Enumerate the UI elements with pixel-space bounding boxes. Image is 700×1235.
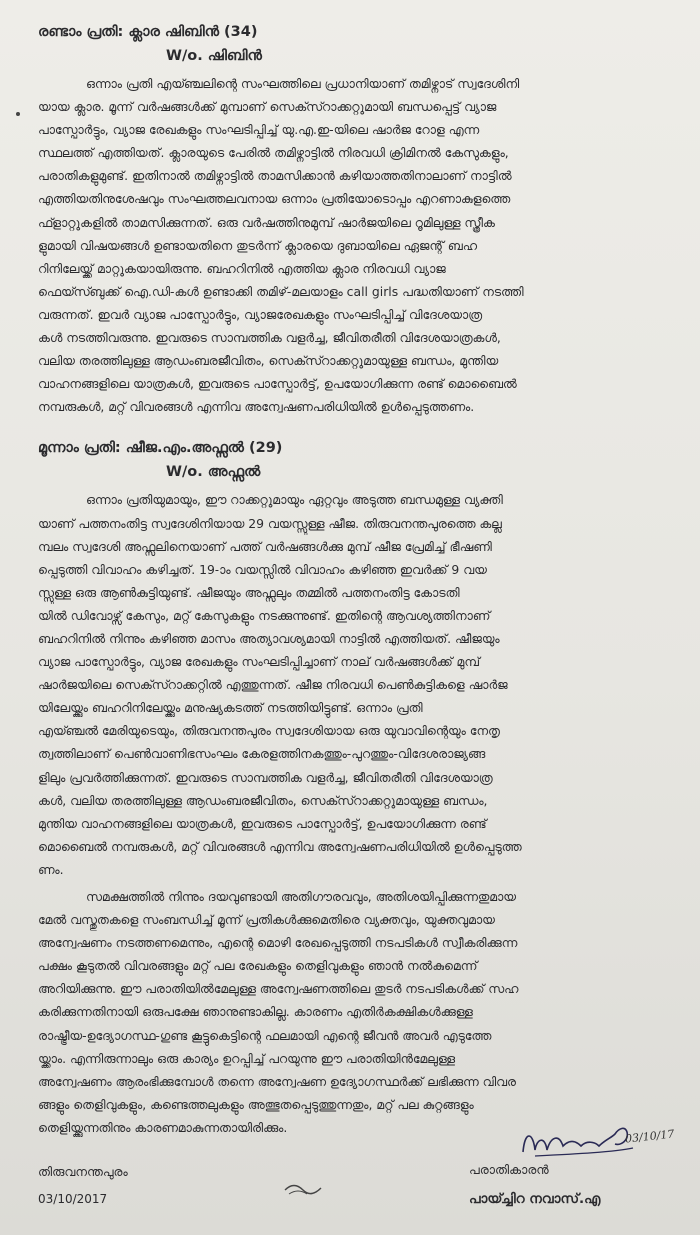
text-line: യ്ക്കാം. എന്നിരുന്നാലും ഒരു കാര്യം ഉറപ്പിച്ച് പറയുന്നു ഈ പരാതിയിൻമേലുള്ള xyxy=(38,1050,455,1066)
text-line: എത്തിയതിനുശേഷവും സംഘത്തലവനായ ഒന്നാം പ്രതിയോടൊപ്പം എറണാകുളത്തെ xyxy=(38,191,511,207)
text-line: യിലേയ്ക്കും ബഹറിനിലേയ്ക്കും മനുഷ്യകടത്ത് നടത്തിയിട്ടുണ്ട്. ഒന്നാം പ്രതി xyxy=(38,700,423,716)
text-line: മേൽ വസ്തുതകളെ സംബന്ധിച്ച് മൂന്ന് പ്രതികൾക്കുമെതിരെ വ്യക്തവും, യുക്തവുമായ xyxy=(38,912,495,928)
text-line: തെളിയ്ക്കുന്നതിനും കാരണമാകുന്നതായിരിക്കും. xyxy=(38,1119,288,1135)
text-line: കൾ നടത്തിവരുന്നു. ഇവരുടെ സാമ്പത്തിക വളർച്ച, ജീവിതരീതി വിദേശയാത്രകൾ, xyxy=(38,330,501,346)
section3-paragraph xyxy=(38,488,660,881)
letter-date: 03/10/2017 xyxy=(38,1192,108,1206)
section3-heading: മൂന്നാം പ്രതി: ഷീജ.എം.അഫ്സൽ (29) xyxy=(38,440,283,457)
text-line: സ്ഥലത്ത് എത്തിയത്. ക്ലാരയുടെ പേരിൽ തമിഴ്നാട്ടിൽ നിരവധി ക്രിമിനൽ കേസുകളും, xyxy=(38,145,509,161)
text-line: ളിലും പ്രവർത്തിക്കുന്നത്. ഇവരുടെ സാമ്പത്തിക വളർച്ച, ജീവിതരീതി വിദേശയാത്ര xyxy=(38,769,493,785)
text-line: പ്പെടുത്തി വിവാഹം കഴിച്ചത്. 19-ാം വയസ്സിൽ വിവാഹം കഴിഞ്ഞ ഇവർക്ക് 9 വയ xyxy=(38,561,487,577)
text-line: ണം. xyxy=(38,861,64,877)
text-line: മുന്തിയ വാഹനങ്ങളിലെ യാത്രകൾ, ഇവരുടെ പാസ്പോർട്ട്, ഉപയോഗിക്കുന്ന രണ്ട് xyxy=(38,815,487,831)
text-line: വരുന്നത്. ഇവർ വ്യാജ പാസ്പോർട്ടും, വ്യാജരേഖകളും സംഘടിപ്പിച്ച് വിദേശയാത്ര xyxy=(38,306,482,322)
text-line: സമക്ഷത്തിൽ നിന്നും ദയവുണ്ടായി അതിഗൗരവവും, അതിശയിപ്പിക്കുന്നതുമായ xyxy=(86,889,516,904)
text-line: അന്വേഷണം നടത്തണമെന്നും, എന്റെ മൊഴി രേഖപ്പെടുത്തി നടപടികൾ സ്വീകരിക്കുന്ന xyxy=(38,935,518,951)
section2-subheading: W/o. ഷിബിൻ xyxy=(166,48,262,64)
section3-subheading: W/o. അഫ്സൽ xyxy=(166,464,261,481)
text-line: ഷാർജയിലെ സെക്സ്റാക്കറ്റിൽ എത്തുന്നത്. ഷീജ നിരവധി പെൺകുട്ടികളെ ഷാർജ xyxy=(38,677,508,693)
text-line: വലിയ തരത്തിലുള്ള ആഡംബരജീവിതം, സെക്സ്റാക്കറ്റുമായുള്ള ബന്ധം, മുന്തിയ xyxy=(38,353,499,369)
text-line: പക്ഷം കൂടുതൽ വിവരങ്ങളും മറ്റ് പല രേഖകളും തെളിവുകളും ഞാൻ നൽകുമെന്ന് xyxy=(38,958,478,974)
closing-paragraph xyxy=(38,885,660,1139)
complainant-label: പരാതികാരൻ xyxy=(469,1162,549,1177)
text-line: ഫ്ളാറ്റുകളിൽ താമസിക്കുന്നത്. ഒരു വർഷത്തിനുമുമ്പ് ഷാർജയിലെ റൂമിലുള്ള സ്ത്രീക xyxy=(38,214,495,230)
text-line: മൊബൈൽ നമ്പരുകൾ, മറ്റ് വിവരങ്ങൾ എന്നിവ അന്വേഷണപരിധിയിൽ ഉൾപ്പെടുത്ത xyxy=(38,838,522,854)
ink-dot xyxy=(16,112,20,116)
text-line: രാഷ്ട്രീയ-ഉദ്യോഗസ്ഥ-ഗുണ്ട കൂട്ടുകെട്ടിന്റെ ഫലമായി എന്റെ ജീവൻ അവർ എടുത്തേ xyxy=(38,1027,492,1043)
text-line: നമ്പരുകൾ, മറ്റ് വിവരങ്ങൾ എന്നിവ അന്വേഷണപരിധിയിൽ ഉൾപ്പെടുത്തണം. xyxy=(38,399,475,415)
text-line: ങ്ങളും തെളിവുകളും, കണ്ടെത്തലുകളും അത്ഭുതപ്പെടുത്തുന്നതും, മറ്റ് പല കുറ്റങ്ങളും xyxy=(38,1096,474,1112)
text-line: എയ്ഞ്ചൽ മേരിയുടെയും, തിരുവനന്തപുരം സ്വദേശിയായ ഒരു യുവാവിന്റെയും നേതൃ xyxy=(38,723,500,739)
text-line: ഫെയ്സ്ബുക്ക് ഐ.ഡി-കൾ ഉണ്ടാക്കി തമിഴ്-മലയാളം call girls പദ്ധതിയാണ് നടത്തി xyxy=(38,283,524,299)
text-line: പരാതികളുമുണ്ട്. ഇതിനാൽ തമിഴ്നാട്ടിൽ താമസിക്കാൻ കഴിയാത്തതിനാലാണ് നാട്ടിൽ xyxy=(38,168,512,184)
text-line: വാഹനങ്ങളിലെ യാത്രകൾ, ഇവരുടെ പാസ്പോർട്ട്, ഉപയോഗിക്കുന്ന രണ്ട് മൊബൈൽ xyxy=(38,376,517,392)
text-line: കരിക്കുന്നതിനായി ഒരുപക്ഷേ ഞാനുണ്ടാകില്ല. കാരണം എതിർകക്ഷികൾക്കുള്ള xyxy=(38,1004,473,1020)
ink-mark xyxy=(283,1180,323,1200)
signature-date: 03/10/17 xyxy=(624,1127,675,1146)
text-line: റിനിലേയ്ക്ക് മാറ്റുകയായിരുന്നു. ബഹറിനിൽ എത്തിയ ക്ലാര നിരവധി വ്യാജ xyxy=(38,260,446,276)
text-line: സ്സുള്ള ഒരു ആൺകുട്ടിയുണ്ട്. ഷീജയും അഫ്സലും തമ്മിൽ പത്തനംതിട്ട കോടതി xyxy=(38,584,460,600)
text-line: കൾ, വലിയ തരത്തിലുള്ള ആഡംബരജീവിതം, സെക്സ്റാക്കറ്റുമായുള്ള ബന്ധം, xyxy=(38,792,488,808)
place-label: തിരുവനന്തപുരം xyxy=(38,1164,128,1179)
text-line: യാണ് പത്തനംതിട്ട സ്വദേശിനിയായ 29 വയസ്സുള്ള ഷീജ. തിരുവനന്തപുരത്തെ കല്ല xyxy=(38,515,502,531)
section2-paragraph xyxy=(38,72,660,418)
text-line: ഒന്നാം പ്രതിയുമായും, ഈ റാക്കറ്റുമായും ഏറ്റവും അടുത്ത ബന്ധമുള്ള വ്യക്തി xyxy=(86,492,503,508)
text-line: പാസ്പോർട്ടും, വ്യാജ രേഖകളും സംഘടിപ്പിച്ച് യു.എ.ഇ-യിലെ ഷാർജ റോള എന്ന xyxy=(38,122,480,138)
text-line: മ്പലം സ്വദേശി അഫ്സലിനെയാണ് പത്ത് വർഷങ്ങൾക്കു മുമ്പ് ഷീജ പ്രേമിച്ച് ഭീഷണി xyxy=(38,538,492,554)
text-line: യായ ക്ലാര. മൂന്ന് വർഷങ്ങൾക്ക് മുമ്പാണ് സെക്സ്റാക്കറ്റുമായി ബന്ധപ്പെട്ട് വ്യാജ xyxy=(38,99,497,115)
text-line: ഒന്നാം പ്രതി എയ്ഞ്ചലിന്റെ സംഘത്തിലെ പ്രധാനിയാണ് തമിഴ്നാട് സ്വദേശിനി xyxy=(86,76,520,91)
text-line: ത്വത്തിലാണ് പെൺവാണിഭസംഘം കേരളത്തിനകത്തും-പുറത്തും-വിദേശരാജ്യങ്ങ xyxy=(38,746,486,762)
text-line: അന്വേഷണം ആരംഭിക്കുമ്പോൾ തന്നെ അന്വേഷണ ഉദ്യോഗസ്ഥർക്ക് ലഭിക്കുന്ന വിവര xyxy=(38,1073,516,1089)
complainant-name: പായ്ച്ചിറ നവാസ്.എ xyxy=(469,1191,601,1207)
text-line: യിൽ ഡിവോഴ്സ് കേസും, മറ്റ് കേസുകളും നടക്കുന്നുണ്ട്. ഇതിന്റെ ആവശ്യത്തിനാണ് xyxy=(38,607,491,623)
text-line: ബഹറിനിൽ നിന്നും കഴിഞ്ഞ മാസം അത്യാവശ്യമായി നാട്ടിൽ എത്തിയത്. ഷീജയും xyxy=(38,630,500,646)
text-line: വ്യാജ പാസ്പോർട്ടും, വ്യാജ രേഖകളും സംഘടിപ്പിച്ചാണ് നാല് വർഷങ്ങൾക്ക് മുമ്പ് xyxy=(38,654,480,670)
section2-heading: രണ്ടാം പ്രതി: ക്ലാര ഷിബിൻ (34) xyxy=(38,24,258,40)
text-line: അറിയിക്കുന്നു. ഈ പരാതിയിൽമേലുള്ള അന്വേഷണത്തിലെ തുടർ നടപടികൾക്ക് സഹ xyxy=(38,981,519,997)
text-line: ളുമായി വിഷയങ്ങൾ ഉണ്ടായതിനെ തുടർന്ന് ക്ലാരയെ ദുബായിലെ ഏജന്റ് ബഹ xyxy=(38,237,477,253)
